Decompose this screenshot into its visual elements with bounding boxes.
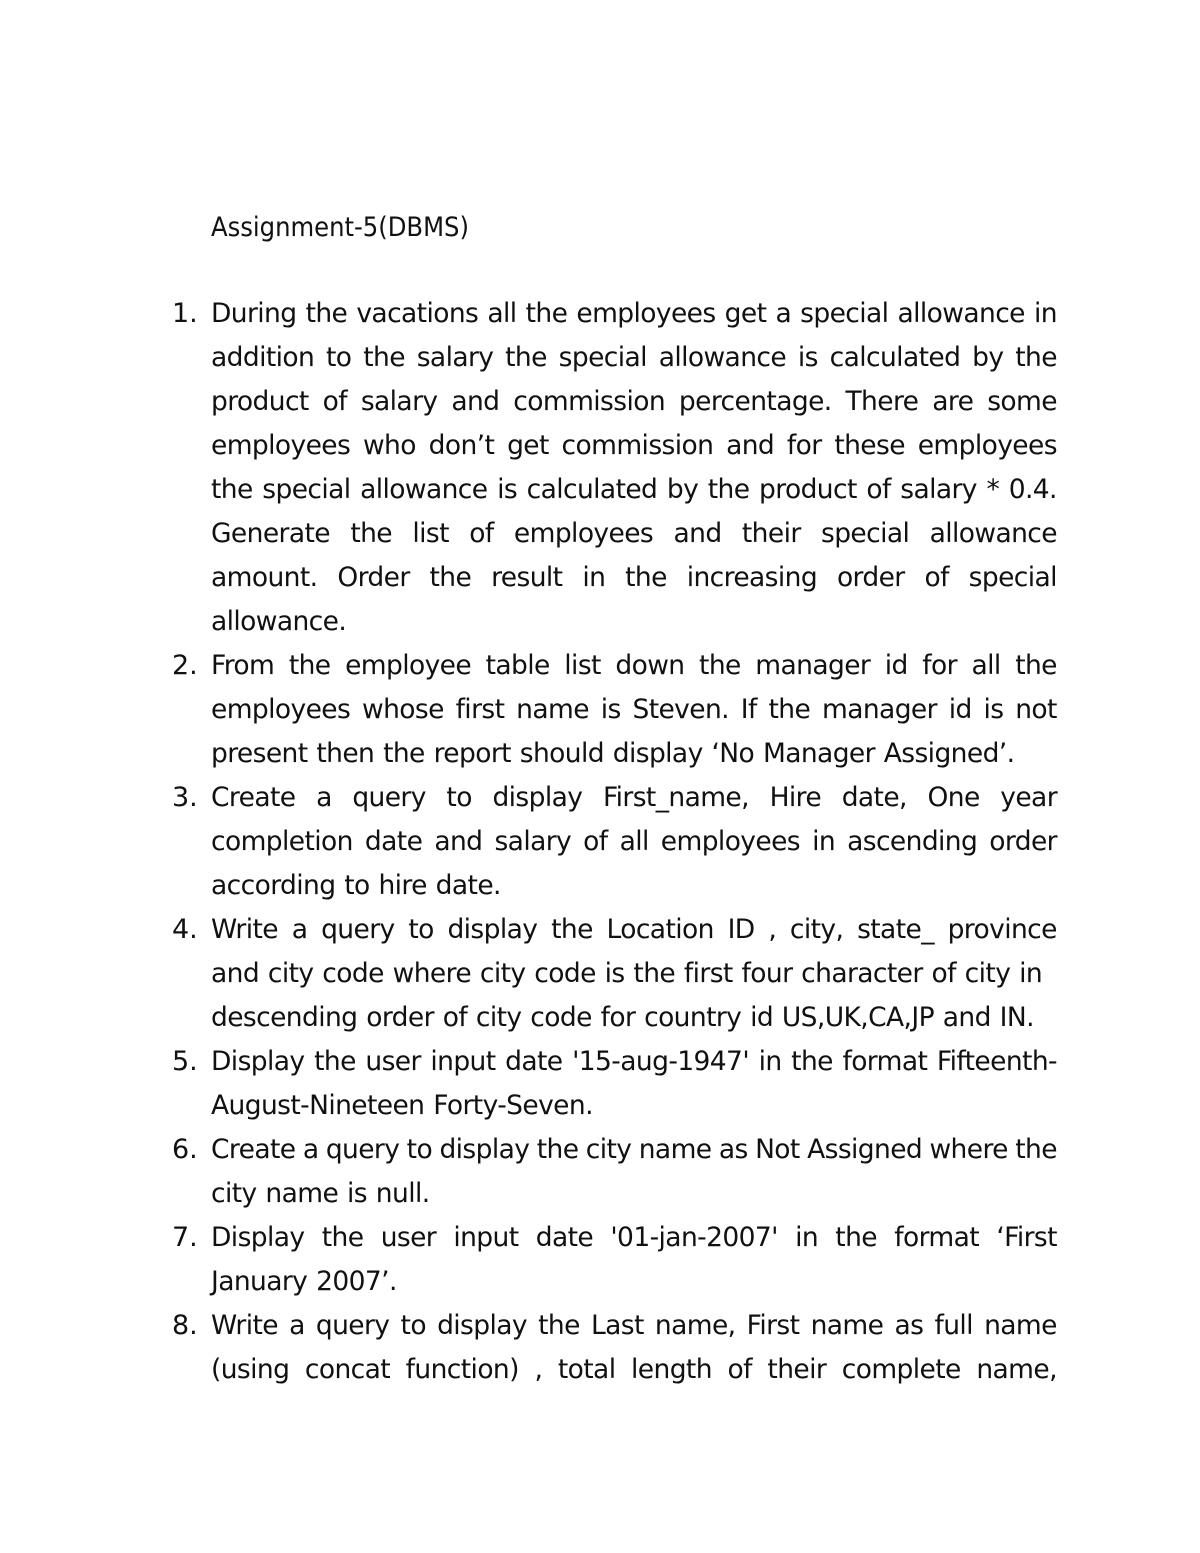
word: where xyxy=(929,1134,1008,1165)
word: manager xyxy=(755,650,871,681)
word: of xyxy=(866,474,891,505)
item-line: August-Nineteen Forty-Seven. xyxy=(211,1090,593,1121)
word: allowance xyxy=(360,474,488,505)
item-line xyxy=(211,1216,1057,1260)
word: 0.4. xyxy=(1008,474,1057,505)
word: First xyxy=(746,1310,800,1341)
word: of xyxy=(727,1354,752,1385)
word: special xyxy=(800,298,889,329)
word: of xyxy=(469,518,494,549)
list-item xyxy=(0,1040,1200,1128)
word: Create xyxy=(211,1134,296,1165)
word: Write xyxy=(211,914,278,945)
item-number: 5. xyxy=(172,1046,198,1077)
word: who xyxy=(362,430,416,461)
item-line xyxy=(211,1348,1057,1392)
word: special xyxy=(820,518,910,549)
word: length xyxy=(631,1354,712,1385)
word: Display xyxy=(211,1222,305,1253)
word: increasing xyxy=(686,562,818,593)
word: Last xyxy=(590,1310,644,1341)
item-line xyxy=(211,1304,1057,1348)
word: employees xyxy=(211,430,351,461)
item-line xyxy=(211,1128,1057,1172)
word: a xyxy=(302,1134,319,1165)
word: One xyxy=(927,782,980,813)
word: to xyxy=(408,914,434,945)
word: down xyxy=(615,650,685,681)
word: their xyxy=(767,1354,827,1385)
word: full xyxy=(934,1310,973,1341)
word: complete xyxy=(841,1354,961,1385)
document-title: Assignment-5(DBMS) xyxy=(211,212,469,243)
word: Fifteenth- xyxy=(936,1046,1057,1077)
word: There xyxy=(845,386,919,417)
item-line: city name is null. xyxy=(211,1178,430,1209)
word: don’t xyxy=(428,430,495,461)
word: display xyxy=(447,914,538,945)
word: salary xyxy=(900,474,977,505)
word: these xyxy=(834,430,905,461)
word: employee xyxy=(345,650,472,681)
question-list xyxy=(0,292,1200,1392)
word: the xyxy=(211,474,253,505)
word: First_name, xyxy=(602,782,749,813)
word: name, xyxy=(976,1354,1057,1385)
word: id xyxy=(884,650,908,681)
word: ascending xyxy=(847,826,978,857)
item-line xyxy=(211,424,1057,468)
word: date xyxy=(505,1046,563,1077)
word: special xyxy=(558,342,647,373)
word: total xyxy=(557,1354,616,1385)
item-line: allowance. xyxy=(211,606,347,637)
word: special xyxy=(968,562,1057,593)
word: allowance xyxy=(929,518,1057,549)
word: the xyxy=(363,342,405,373)
word: Location xyxy=(606,914,714,945)
word: and xyxy=(726,430,775,461)
word: salary xyxy=(360,386,438,417)
word: of xyxy=(924,562,949,593)
word: display xyxy=(437,1310,527,1341)
word: query xyxy=(321,914,395,945)
word: function) xyxy=(405,1354,519,1385)
word: name xyxy=(810,1310,884,1341)
word: in xyxy=(758,1046,782,1077)
item-line xyxy=(211,292,1057,336)
word: format xyxy=(894,1222,980,1253)
list-item xyxy=(0,1216,1200,1304)
word: the xyxy=(538,1310,580,1341)
word: first xyxy=(455,694,505,725)
item-line xyxy=(211,908,1057,952)
word: Steven. xyxy=(632,694,729,725)
word: vacations xyxy=(356,298,479,329)
word: the xyxy=(1015,1134,1057,1165)
word: special xyxy=(262,474,351,505)
word: product xyxy=(211,386,309,417)
word: the xyxy=(791,1046,833,1077)
word: of xyxy=(322,386,347,417)
word: input xyxy=(453,1222,519,1253)
word: Not xyxy=(755,1134,800,1165)
word: ID xyxy=(727,914,755,945)
word: the xyxy=(707,474,750,505)
item-line xyxy=(211,380,1057,424)
item-number: 4. xyxy=(172,914,198,945)
word: are xyxy=(932,386,974,417)
word: as xyxy=(894,1310,924,1341)
word: Order xyxy=(337,562,410,593)
word: employees xyxy=(917,430,1057,461)
word: get xyxy=(507,430,549,461)
word: a xyxy=(775,298,792,329)
word: query xyxy=(315,1310,390,1341)
word: employees xyxy=(211,694,351,725)
word: Create xyxy=(211,782,296,813)
word: in xyxy=(1033,298,1057,329)
word: allowance xyxy=(658,342,787,373)
list-item xyxy=(0,1128,1200,1216)
item-number: 3. xyxy=(172,782,198,813)
word: is xyxy=(983,694,1004,725)
word: city, xyxy=(789,914,844,945)
word: year xyxy=(1000,782,1057,813)
word: the xyxy=(699,650,741,681)
word: date, xyxy=(841,782,907,813)
word: and xyxy=(434,826,483,857)
item-line xyxy=(211,512,1057,556)
word: to xyxy=(326,342,352,373)
word: the xyxy=(305,298,348,329)
word: some xyxy=(987,386,1057,417)
list-item xyxy=(0,644,1200,776)
word: * xyxy=(986,474,1000,505)
item-line: present then the report should display ‘No Manager Assigned’. xyxy=(211,738,1015,769)
word: name xyxy=(638,1134,712,1165)
word: to xyxy=(446,782,472,813)
word: to xyxy=(400,1310,426,1341)
list-item xyxy=(0,1304,1200,1392)
word: commission xyxy=(513,386,666,417)
word: '15-aug-1947' xyxy=(572,1046,750,1077)
word: calculated xyxy=(829,342,961,373)
word: result xyxy=(491,562,563,593)
word: name xyxy=(516,694,589,725)
word: get xyxy=(724,298,767,329)
word: , xyxy=(768,914,777,945)
word: list xyxy=(412,518,449,549)
item-line xyxy=(211,1040,1057,1084)
word: Generate xyxy=(211,518,330,549)
word: the xyxy=(288,650,331,681)
word: Display xyxy=(211,1046,305,1077)
word: the xyxy=(314,1046,356,1077)
word: the xyxy=(429,562,472,593)
word: completion xyxy=(211,826,353,857)
word: list xyxy=(564,650,601,681)
word: and xyxy=(673,518,722,549)
word: the xyxy=(625,562,667,593)
word: in xyxy=(582,562,606,593)
word: addition xyxy=(211,342,315,373)
word: allowance xyxy=(897,298,1025,329)
word: , xyxy=(534,1354,543,1385)
word: product xyxy=(759,474,857,505)
word: a xyxy=(316,782,332,813)
word: concat xyxy=(304,1354,391,1385)
word: by xyxy=(666,474,699,505)
item-line xyxy=(211,556,1057,600)
word: salary xyxy=(494,826,572,857)
word: During xyxy=(211,298,297,329)
word: the xyxy=(835,1222,877,1253)
word: name, xyxy=(654,1310,736,1341)
word: the xyxy=(525,298,568,329)
word: employees xyxy=(513,518,654,549)
word: employees xyxy=(576,298,716,329)
word: to xyxy=(406,1134,433,1165)
word: employees xyxy=(660,826,801,857)
word: order xyxy=(989,826,1057,857)
word: order xyxy=(836,562,905,593)
word: the xyxy=(321,1222,364,1253)
word: display xyxy=(439,1134,530,1165)
word: for xyxy=(922,650,957,681)
word: If xyxy=(740,694,757,725)
word: Hire xyxy=(769,782,822,813)
word: Write xyxy=(211,1310,278,1341)
word: commission xyxy=(561,430,714,461)
item-number: 7. xyxy=(172,1222,198,1253)
word: in xyxy=(812,826,836,857)
word: their xyxy=(741,518,801,549)
item-line xyxy=(211,336,1057,380)
word: amount. xyxy=(211,562,318,593)
word: user xyxy=(365,1046,421,1077)
word: percentage. xyxy=(678,386,832,417)
word: the xyxy=(1015,650,1057,681)
word: query xyxy=(352,782,426,813)
item-line: and city code where city code is the first four character of city in xyxy=(211,958,1043,989)
word: all xyxy=(971,650,1001,681)
item-line xyxy=(211,820,1057,864)
word: query xyxy=(325,1134,400,1165)
word: the xyxy=(505,342,547,373)
word: table xyxy=(485,650,550,681)
item-number: 8. xyxy=(172,1310,198,1341)
word: date xyxy=(535,1222,594,1253)
word: the xyxy=(350,518,393,549)
word: state_ xyxy=(857,914,934,945)
word: date xyxy=(364,826,423,857)
item-number: 6. xyxy=(172,1134,198,1165)
item-line xyxy=(211,468,1057,512)
word: is xyxy=(797,342,818,373)
word: of xyxy=(583,826,608,857)
word: as xyxy=(718,1134,748,1165)
word: '01-jan-2007' xyxy=(610,1222,778,1253)
word: salary xyxy=(416,342,494,373)
word: province xyxy=(947,914,1057,945)
word: display xyxy=(492,782,583,813)
word: calculated xyxy=(526,474,658,505)
word: the xyxy=(768,694,811,725)
item-line: January 2007’. xyxy=(211,1266,397,1297)
word: the xyxy=(536,1134,579,1165)
word: manager xyxy=(822,694,937,725)
word: the xyxy=(1015,342,1057,373)
word: Assigned xyxy=(807,1134,923,1165)
list-item xyxy=(0,908,1200,1040)
word: format xyxy=(842,1046,928,1077)
word: id xyxy=(948,694,972,725)
word: the xyxy=(551,914,593,945)
item-number: 1. xyxy=(172,298,198,329)
word: name xyxy=(984,1310,1057,1341)
word: a xyxy=(291,914,308,945)
word: in xyxy=(795,1222,819,1253)
word: user xyxy=(380,1222,437,1253)
word: input xyxy=(430,1046,496,1077)
item-line: descending order of city code for country id US,UK,CA,JP and IN. xyxy=(211,1002,1034,1033)
item-line xyxy=(211,644,1057,688)
word: by xyxy=(972,342,1004,373)
word: all xyxy=(619,826,649,857)
word: for xyxy=(786,430,822,461)
word: and xyxy=(451,386,500,417)
list-item xyxy=(0,292,1200,644)
item-line xyxy=(211,776,1057,820)
word: a xyxy=(289,1310,305,1341)
word: not xyxy=(1015,694,1057,725)
item-line: according to hire date. xyxy=(211,870,501,901)
list-item xyxy=(0,776,1200,908)
word: ‘First xyxy=(996,1222,1057,1253)
item-number: 2. xyxy=(172,650,198,681)
item-line xyxy=(211,688,1057,732)
word: city xyxy=(585,1134,632,1165)
word: is xyxy=(497,474,518,505)
word: From xyxy=(211,650,275,681)
word: all xyxy=(487,298,517,329)
word: whose xyxy=(362,694,444,725)
word: is xyxy=(600,694,621,725)
word: (using xyxy=(211,1354,290,1385)
